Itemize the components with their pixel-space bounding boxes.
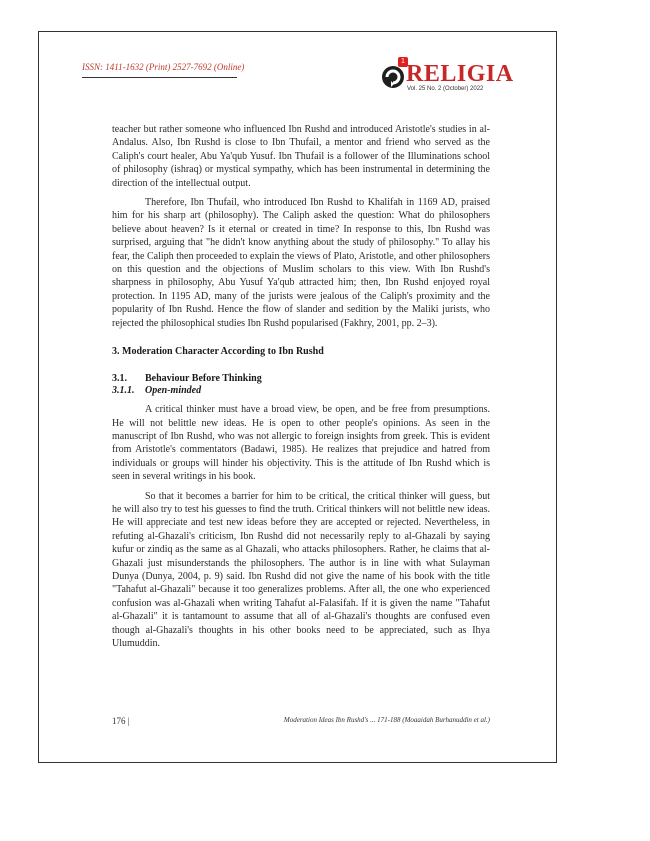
subsection-heading	[112, 373, 490, 385]
article-body	[112, 123, 490, 650]
paragraph: teacher but rather someone who influenced Ibn Rushd and introduced Aristotle's studies in al-Andalus. Also, Ibn Rushd is close to Ibn Thufail, a mentor and friend who served as the Caliph's court healer, Abu Ya'qub Yusuf. Ibn Thufail is a follower of the Illuminations school of philosophy (ishraq) or mystical sympathy, which has been instrumental in determining the direction of the intellectual output.	[112, 124, 490, 189]
journal-volume: Vol. 25 No. 2 (October) 2022	[407, 86, 484, 92]
page-number: 176 |	[112, 716, 130, 726]
logo-badge: 1	[398, 57, 408, 67]
subsubsection-heading	[112, 385, 490, 397]
section-heading: 3. Moderation Character According to Ibn Rushd	[112, 346, 324, 358]
logo-mark-icon	[381, 65, 405, 89]
subsubsection-number: 3.1.1.	[112, 385, 135, 397]
subsection-title: Behaviour Before Thinking	[145, 373, 262, 385]
journal-logo	[381, 57, 514, 97]
running-footer: Moderation Ideas Ibn Rushd's ... 171-188 (Moaaidah Burhanuddin et al.)	[283, 716, 490, 724]
subsubsection-title: Open-minded	[145, 385, 202, 397]
paragraph: So that it becomes a barrier for him to be critical, the critical thinker will guess, but he will also try to test his guesses to find the truth. Critical thinkers will not belittle new ideas. He will appreciate and test new ideas before they are accepted or rejected. Nevertheless, in refuting al-Ghazali's criticism, Ibn Rushd did not necessarily reply to al-Ghazali by saying kufur or zindiq as the same as al Ghazali, who attacks philosophers. Rather, he claims that al-Ghazali just misunderstands the philosophers. The author is in line with what Sulayman Dunya (Dunya, 2004, p. 9) said. Ibn Rushd did not give the name of his book with the title "Tahafut al-Ghazali" because it too generalizes problems. After all, the one who experienced confusion was al-Ghazali when writing Tahafut al-Falasifah. If it is given the name "Tahafut al-Ghazali" it is tantamount to assume that all of al-Ghazali's thoughts are confused even though al-Ghazali's thoughts in his other books need to be appreciated, such as Ihya Ulumuddin.	[112, 490, 490, 649]
subsection-number: 3.1.	[112, 373, 127, 385]
logo-wordmark: RELIGIA	[406, 61, 514, 87]
paragraph: Therefore, Ibn Thufail, who introduced Ibn Rushd to Khalifah in 1169 AD, praised him for his sharp art (philosophy). The Caliph asked the question: What do philosophers believe about heaven? Is it eternal or created in time? In response to this, Ibn Rushd was surprised, arguing that "he didn't know anything about the study of philosophy." To allay his fear, the Caliph then proceeded to explain the views of Plato, Aristotle, and other philosophers on this question and the objections of Muslim scholars to this view. With Ibn Rushd's sharpness in philosophy, Abu Yusuf Ya'qub attracted him; then, Ibn Rushd enjoyed royal protection. In 1195 AD, many of the jurists were jealous of the Caliph's proximity and the popularity of Ibn Rushd. Hence the flow of slander and sedition by the Maliki jurists, who rejected the philosophical studies Ibn Rushd popularised (Fakhry, 2001, pp. 2–3).	[112, 197, 490, 329]
issn-header: ISSN: 1411-1632 (Print) 2527-7692 (Online)	[82, 62, 245, 72]
paragraph: A critical thinker must have a broad view, be open, and be free from presumptions. He will not belittle new ideas. He is open to other people's opinions. As seen in the manuscript of Ibn Rushd, who was not allergic to foreign insights from greek. This is evident from Aristotle's commentators (Badawi, 1985). He realizes that prejudice and hatred from individuals or groups will hinder his objectivity. This is the attitude of Ibn Rushd which is seen in several writings in his book.	[112, 404, 490, 483]
header-rule	[82, 77, 237, 78]
